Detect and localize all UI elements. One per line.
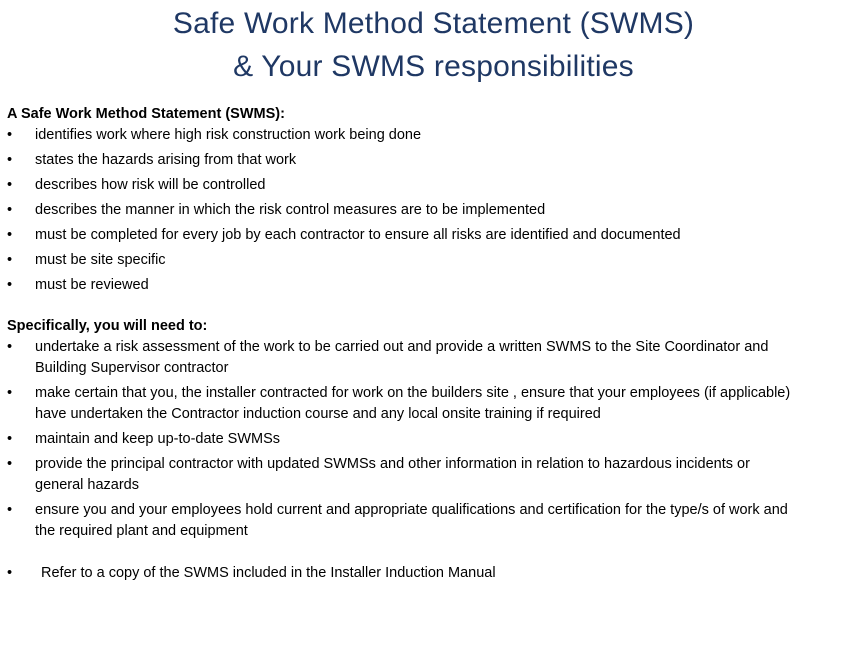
list-item bbox=[7, 337, 795, 379]
bullet-icon: • bbox=[7, 431, 13, 447]
list-item bbox=[7, 250, 795, 271]
list-item bbox=[7, 125, 795, 146]
list-item bbox=[7, 454, 795, 496]
bullet-icon: • bbox=[7, 385, 13, 401]
list-item-text: must be reviewed bbox=[35, 277, 149, 293]
list-item bbox=[7, 175, 795, 196]
swms-definition-list bbox=[7, 125, 857, 296]
bullet-icon: • bbox=[7, 339, 13, 355]
swms-definition-heading: A Safe Work Method Statement (SWMS): bbox=[7, 106, 285, 122]
list-item-text: must be site specific bbox=[35, 252, 166, 268]
bullet-icon: • bbox=[7, 502, 13, 518]
list-item-text: states the hazards arising from that work bbox=[35, 152, 297, 168]
bullet-icon: • bbox=[7, 565, 13, 581]
responsibilities-list bbox=[7, 337, 857, 542]
title-line-2: & Your SWMS responsibilities bbox=[233, 50, 634, 83]
bullet-icon: • bbox=[7, 152, 13, 168]
list-item-text: provide the principal contractor with updated SWMSs and other information in relation to hazardous incidents or general hazards bbox=[35, 456, 750, 493]
bullet-icon: • bbox=[7, 252, 13, 268]
list-item bbox=[7, 200, 795, 221]
responsibilities-heading: Specifically, you will need to: bbox=[7, 318, 208, 334]
list-item bbox=[7, 150, 795, 171]
list-item-text: make certain that you, the installer contracted for work on the builders site , ensure that your employees (if applicable) have undertaken the Contractor induction course and any local onsite training if required bbox=[35, 385, 791, 422]
title-line-1: Safe Work Method Statement (SWMS) bbox=[172, 7, 695, 40]
bullet-icon: • bbox=[7, 127, 13, 143]
document-body bbox=[7, 104, 857, 588]
bullet-icon: • bbox=[7, 202, 13, 218]
bullet-icon: • bbox=[7, 456, 13, 472]
list-item-text: ensure you and your employees hold current and appropriate qualifications and certification for the type/s of work and the required plant and equipment bbox=[35, 502, 788, 539]
bullet-icon: • bbox=[7, 227, 13, 243]
list-item-text: identifies work where high risk construction work being done bbox=[35, 127, 422, 143]
list-item-text: describes the manner in which the risk control measures are to be implemented bbox=[35, 202, 546, 218]
list-item bbox=[7, 275, 795, 296]
bullet-icon: • bbox=[7, 177, 13, 193]
reference-note-list bbox=[7, 563, 857, 584]
list-item bbox=[7, 500, 795, 542]
reference-note-text: Refer to a copy of the SWMS included in the Installer Induction Manual bbox=[41, 565, 496, 581]
reference-note bbox=[7, 563, 801, 584]
page-title bbox=[0, 2, 867, 88]
list-item bbox=[7, 225, 795, 246]
list-item bbox=[7, 429, 795, 450]
bullet-icon: • bbox=[7, 277, 13, 293]
list-item-text: must be completed for every job by each contractor to ensure all risks are identified and documented bbox=[35, 227, 681, 243]
list-item bbox=[7, 383, 795, 425]
list-item-text: undertake a risk assessment of the work to be carried out and provide a written SWMS to the Site Coordinator and Building Supervisor contractor bbox=[35, 339, 769, 376]
list-item-text: describes how risk will be controlled bbox=[35, 177, 266, 193]
list-item-text: maintain and keep up-to-date SWMSs bbox=[35, 431, 281, 447]
